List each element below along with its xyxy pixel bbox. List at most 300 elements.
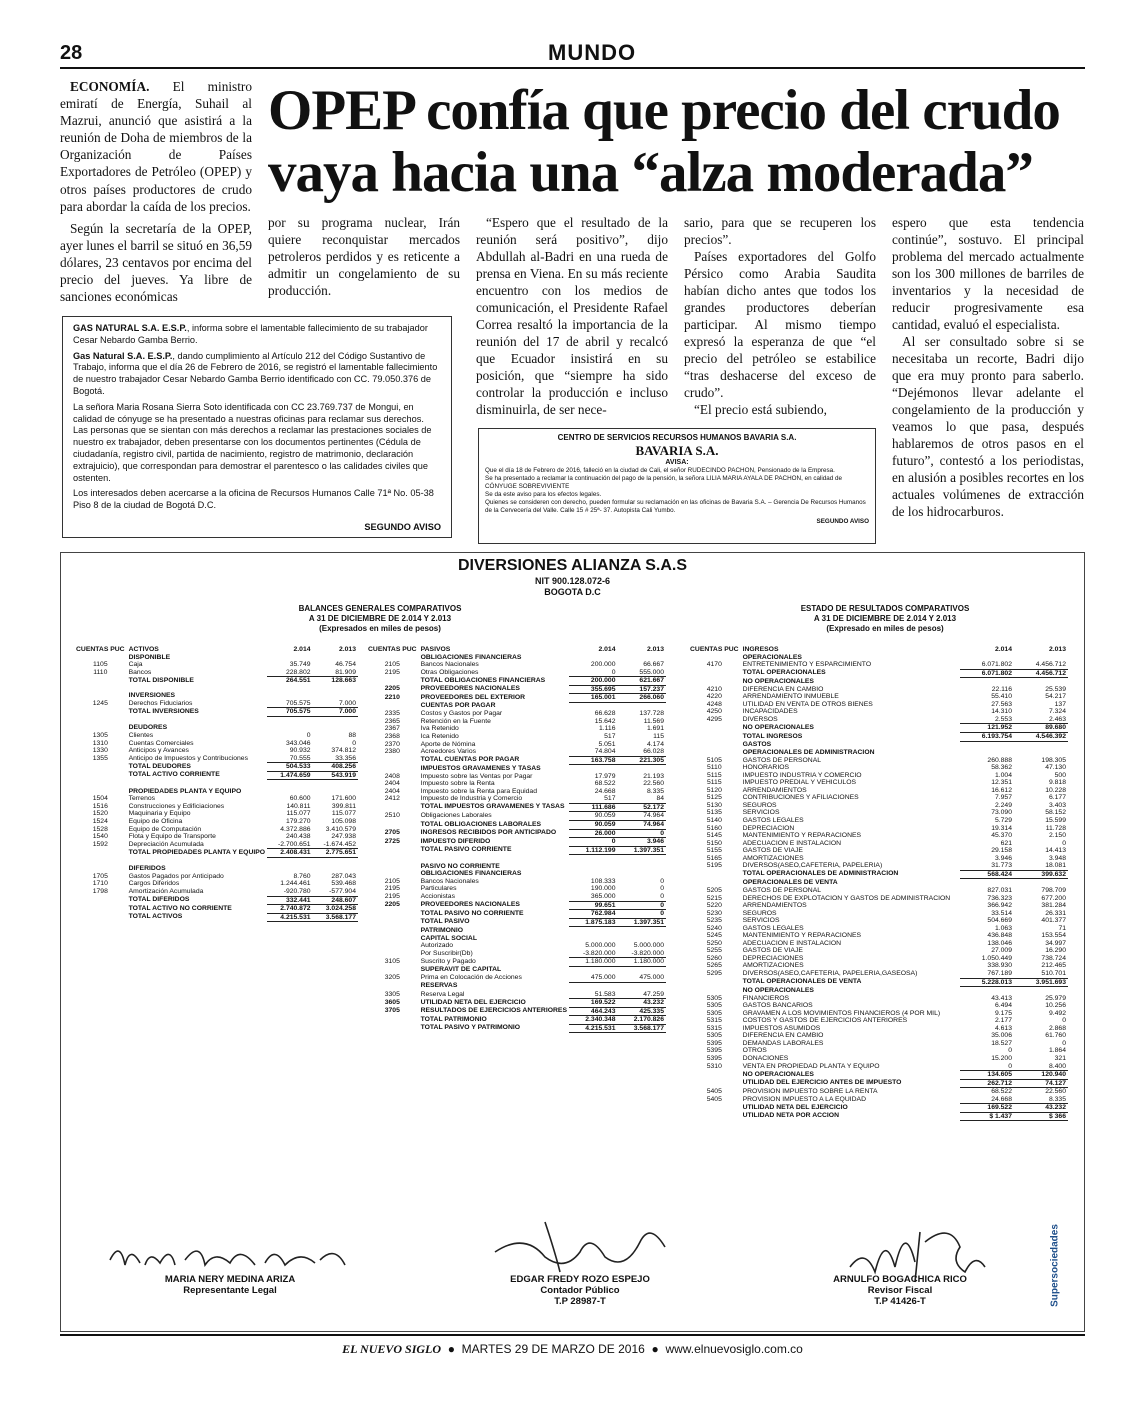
value-2013: 1.180.000 <box>618 958 667 967</box>
account-code: 2205 <box>384 901 400 908</box>
table-row <box>74 677 358 685</box>
article-column-1 <box>268 214 460 299</box>
table-row <box>366 999 666 1008</box>
account-name: OPERACIONALES DE VENTA <box>742 878 838 886</box>
value-2014: 138.046 <box>987 939 1012 947</box>
value-2014: 6.071.802 <box>960 669 1014 678</box>
value-2014 <box>267 780 312 788</box>
account-name: NO OPERACIONALES <box>742 677 814 685</box>
notice-header: CENTRO DE SERVICIOS RECURSOS HUMANOS BAVARIA S.A. <box>557 433 797 442</box>
account-name: TOTAL OPERACIONALES DE VENTA <box>742 978 862 986</box>
table-row <box>74 896 358 905</box>
account-name: Impuesto de Industria y Comercio <box>420 795 523 803</box>
account-code <box>74 905 127 914</box>
account-code: 5240 <box>706 924 722 932</box>
account-name: OTROS <box>742 1047 767 1055</box>
value-2014: 0 <box>569 838 618 847</box>
account-code: 1540 <box>92 833 108 841</box>
value-2014: 4.613 <box>994 1024 1012 1032</box>
account-name: OPERACIONALES <box>742 653 802 661</box>
table-row <box>688 855 1068 863</box>
value-2013: 738.724 <box>1041 954 1066 962</box>
table-row <box>688 1017 1068 1025</box>
value-2013: 137.728 <box>639 710 664 718</box>
table-row <box>688 1071 1068 1080</box>
account-code: 2408 <box>384 772 400 780</box>
table-row <box>366 677 666 686</box>
account-code: 1516 <box>92 802 108 810</box>
account-code: 2105 <box>384 877 400 885</box>
table-row <box>366 991 666 999</box>
value-2013 <box>1014 879 1068 887</box>
notice-sign: SEGUNDO AVISO <box>364 521 441 532</box>
value-2014: 366.942 <box>987 902 1012 910</box>
account-code: 5165 <box>706 854 722 862</box>
account-name: Otras Obligaciones <box>420 668 479 676</box>
table-row <box>366 863 666 871</box>
side-logo-text: Supersociedades <box>1049 1224 1061 1307</box>
value-2014 <box>267 724 312 732</box>
table-row <box>74 700 358 708</box>
value-2014: 0 <box>569 669 618 677</box>
table-row <box>688 1063 1068 1071</box>
account-name: TOTAL OBLIGACIONES FINANCIERAS <box>420 676 546 684</box>
value-2014: 705.575 <box>267 708 312 717</box>
account-name: NO OPERACIONALES <box>742 986 814 994</box>
ingresos-table <box>688 646 1068 1121</box>
table-row <box>688 809 1068 817</box>
value-2013: 4.456.712 <box>1014 661 1068 669</box>
account-code: 2367 <box>384 725 400 733</box>
value-2013: 6.177 <box>1048 794 1066 802</box>
account-code <box>74 780 127 788</box>
table-header-row <box>688 646 1068 654</box>
value-2014: 0 <box>1008 1047 1012 1055</box>
value-2014: 15.200 <box>991 1054 1012 1062</box>
value-2014: 2.740.872 <box>267 905 312 914</box>
notice-text: Se da este aviso para los efectos legales. <box>485 491 602 498</box>
account-name: GASTOS DE PERSONAL <box>742 756 822 764</box>
value-2013 <box>618 863 667 871</box>
value-2013: 120.940 <box>1014 1071 1068 1080</box>
value-2014: 2.249 <box>994 801 1012 809</box>
account-name: Bancos <box>128 668 152 676</box>
value-2014: 1.180.000 <box>569 958 618 967</box>
account-name: TOTAL CUENTAS POR PAGAR <box>420 756 520 764</box>
value-2014: 736.323 <box>987 894 1012 902</box>
value-2013: -1.674.452 <box>313 841 358 849</box>
account-name: Depreciación Acumulada <box>128 840 204 848</box>
value-2013: 248.607 <box>313 896 358 905</box>
account-code: 5105 <box>706 756 722 764</box>
table-row <box>74 865 358 873</box>
article-text: Países exportadores del Golfo Pérsico como Arabia Saudita habían dicho antes que todos los grandes productores deberían participar. Al mismo tiempo expresó la esperanza de que “el precio del petróleo se estabilice “tras deshacerse del exceso de crudo”. <box>684 249 876 400</box>
page-number: 28 <box>60 42 83 64</box>
value-2014: 464.243 <box>569 1007 618 1016</box>
account-code: 5305 <box>706 1002 722 1010</box>
account-code: 2195 <box>384 668 400 676</box>
notice-text: Los interesados deben acercarse a la oficina de Recursos Humanos Calle 71ª No. 05-38 Piso 8 de la ciudad de Bogotá D.C. <box>73 488 434 511</box>
table-row <box>688 870 1068 879</box>
table-row <box>366 870 666 878</box>
table-row <box>688 887 1068 895</box>
account-name: PROVEEDORES DEL EXTERIOR <box>420 693 526 701</box>
account-name: UTILIDAD DEL EJERCICIO ANTES DE IMPUESTO <box>742 1079 902 1087</box>
account-code <box>74 913 127 922</box>
intro-paragraph-1 <box>60 78 252 215</box>
value-2014 <box>267 865 312 873</box>
account-name: Impuesto sobre la Renta para Equidad <box>420 787 537 795</box>
value-2013: 3.410.579 <box>325 825 356 833</box>
table-row <box>688 749 1068 757</box>
table-row <box>74 654 358 662</box>
table-row <box>688 779 1068 787</box>
account-code <box>688 870 741 879</box>
table-row <box>688 764 1068 772</box>
account-code <box>74 677 127 685</box>
value-2014: 365.000 <box>569 893 618 901</box>
value-2014 <box>569 765 618 773</box>
value-2013: 7.000 <box>313 708 358 717</box>
account-code: 5135 <box>706 809 722 817</box>
value-2013: 4.174 <box>646 740 664 748</box>
account-code: 2510 <box>384 811 400 819</box>
value-2013: 46.754 <box>335 661 356 669</box>
account-name: GASTOS BANCARIOS <box>742 1002 813 1010</box>
value-2014: 504.669 <box>987 917 1012 925</box>
table-row <box>688 1096 1068 1104</box>
value-2014 <box>960 678 1014 686</box>
account-name: Iva Retenido <box>420 725 459 733</box>
value-2014: 111.686 <box>569 803 618 812</box>
value-2014 <box>267 692 312 700</box>
value-2013 <box>618 935 667 943</box>
table-row <box>366 918 666 927</box>
value-2013: 54.217 <box>1045 693 1066 701</box>
value-2014: 2.553 <box>960 716 1014 724</box>
account-code <box>366 677 419 686</box>
value-2013: 171.600 <box>331 795 356 803</box>
value-2013: 11.569 <box>643 717 664 725</box>
value-2014: 264.551 <box>285 677 311 685</box>
value-2013: 66.667 <box>643 661 664 669</box>
account-code: 5115 <box>706 779 722 787</box>
account-code: 2210 <box>384 693 400 701</box>
account-name: DIVERSOS <box>742 715 778 723</box>
table-row <box>688 940 1068 948</box>
account-name: TOTAL OPERACIONALES DE ADMINISTRACION <box>742 870 899 878</box>
value-2014 <box>569 863 618 871</box>
value-2014: 6.494 <box>994 1002 1012 1010</box>
value-2014 <box>267 685 312 693</box>
account-name: TOTAL ACTIVO CORRIENTE <box>128 771 220 779</box>
header-cell: 2.013 <box>338 646 356 653</box>
value-2013: 16.290 <box>1045 947 1066 955</box>
value-2013: 9.818 <box>1048 779 1066 787</box>
bullet-icon: ● <box>444 1342 459 1356</box>
account-code <box>366 803 419 812</box>
account-name: DEMANDAS LABORALES <box>742 1039 824 1047</box>
value-2013 <box>618 855 667 863</box>
value-2014: 169.522 <box>569 999 618 1008</box>
table-row <box>366 669 666 677</box>
table-row <box>366 694 666 703</box>
value-2014 <box>960 749 1014 757</box>
footer-url: www.elnuevosiglo.com.co <box>665 1342 803 1356</box>
account-name: TOTAL PASIVO Y PATRIMONIO <box>420 1024 521 1032</box>
table-row <box>688 825 1068 833</box>
value-2014: 12.351 <box>991 779 1012 787</box>
table-row <box>688 879 1068 887</box>
account-name: TOTAL PASIVO <box>420 918 470 926</box>
account-code: 5295 <box>706 969 722 977</box>
account-name: OBLIGACIONES FINANCIERAS <box>420 653 522 661</box>
value-2013 <box>313 685 358 693</box>
account-code <box>688 733 741 742</box>
value-2013: 43.232 <box>618 999 667 1008</box>
table-row <box>688 772 1068 780</box>
value-2013: 0 <box>618 829 667 838</box>
account-name: IMPUESTO INDUSTRIA Y COMERCIO <box>742 771 862 779</box>
value-2014: 1.050.449 <box>981 954 1012 962</box>
value-2013 <box>618 966 667 974</box>
account-name: TOTAL PROPIEDADES PLANTA Y EQUIPO <box>128 848 266 856</box>
value-2014: 262.712 <box>960 1079 1014 1088</box>
account-code: 5145 <box>706 832 722 840</box>
value-2013: 84 <box>618 795 667 803</box>
account-code: 1355 <box>92 754 108 762</box>
value-2013: 0 <box>618 901 667 910</box>
account-name: GASTOS DE VIAJE <box>742 947 803 955</box>
value-2013: 475.000 <box>618 974 667 982</box>
value-2013 <box>618 765 667 773</box>
value-2013: 0 <box>618 893 667 901</box>
account-code: 4210 <box>706 685 722 693</box>
table-row <box>688 847 1068 855</box>
value-2014: 190.000 <box>590 885 616 893</box>
account-name <box>127 716 267 724</box>
account-name: Por Suscribir(Db) <box>420 949 473 957</box>
account-code <box>688 1104 741 1113</box>
results-title: ESTADO DE RESULTADOS COMPARATIVOS <box>800 604 970 613</box>
table-row <box>688 802 1068 810</box>
account-code: 1330 <box>92 747 108 755</box>
account-code: 5255 <box>706 947 722 955</box>
value-2014: 90.059 <box>569 821 618 830</box>
value-2014: 68.522 <box>991 1088 1012 1096</box>
account-name: ENTRETENIMIENTO Y ESPARCIMIENTO <box>742 661 872 669</box>
account-name: Acreedores Varios <box>420 748 477 756</box>
table-row <box>366 942 666 950</box>
value-2014: 2.177 <box>994 1017 1012 1025</box>
account-name: SERVICIOS <box>742 917 780 925</box>
account-code: 5315 <box>706 1024 722 1032</box>
table-row <box>688 925 1068 933</box>
account-code: 2404 <box>384 787 400 795</box>
value-2014: 1.004 <box>994 771 1012 779</box>
value-2013: 555.000 <box>618 669 667 677</box>
signer-role: Representante Legal <box>183 1285 277 1296</box>
value-2014: 1.112.199 <box>569 846 618 855</box>
value-2014: 517 <box>604 733 616 741</box>
article-text: sario, para que se recuperen los precios”. <box>684 215 876 247</box>
account-name: GRAVAMEN A LOS MOVIMIENTOS FINANCIEROS (4 POR MIL) <box>742 1009 941 1017</box>
value-2013: 0 <box>1062 839 1066 847</box>
table-row <box>366 838 666 847</box>
table-row <box>366 710 666 718</box>
article-column-2 <box>476 214 668 418</box>
table-row <box>688 1040 1068 1048</box>
value-2013: 3.948 <box>1048 854 1066 862</box>
value-2014: 66.628 <box>594 710 616 718</box>
table-row <box>366 812 666 821</box>
account-code: 5150 <box>706 839 722 847</box>
account-code: 5260 <box>706 954 722 962</box>
account-name: FINANCIEROS <box>742 994 790 1002</box>
account-code: 2195 <box>384 892 400 900</box>
value-2014 <box>267 857 312 865</box>
account-code: 5205 <box>706 886 722 894</box>
value-2013: 2.868 <box>1048 1024 1066 1032</box>
value-2014: 475.000 <box>569 974 618 982</box>
value-2013: 2.150 <box>1048 832 1066 840</box>
value-2014: 45.370 <box>991 832 1012 840</box>
account-code: 2725 <box>384 837 400 845</box>
value-2013: 11.728 <box>1045 824 1066 832</box>
account-name: UTILIDAD NETA POR ACCION <box>742 1112 840 1120</box>
account-name <box>127 857 267 865</box>
table-row <box>688 693 1068 701</box>
table-row <box>366 725 666 733</box>
account-name: IMPUESTOS ASUMIDOS <box>742 1024 821 1032</box>
table-row <box>688 1047 1068 1055</box>
account-name <box>127 685 267 693</box>
table-row <box>74 880 358 888</box>
value-2014 <box>267 788 312 796</box>
account-name: IMPUESTOS GRAVAMENES Y TASAS <box>420 764 541 772</box>
value-2013: 287.043 <box>331 872 356 880</box>
value-2013: 66.028 <box>618 748 667 756</box>
headline <box>268 80 1088 204</box>
table-row <box>688 840 1068 848</box>
value-2013: 0 <box>618 910 667 919</box>
value-2014: 8.760 <box>293 872 311 880</box>
table-row <box>688 962 1068 970</box>
value-2013: 43.232 <box>1014 1104 1068 1113</box>
value-2014: 5.228.013 <box>960 978 1014 987</box>
value-2013: 677.200 <box>1041 894 1066 902</box>
account-name <box>419 855 569 863</box>
table-row <box>74 724 358 732</box>
account-name: CAPITAL SOCIAL <box>420 934 477 942</box>
account-code: 3705 <box>384 1007 400 1015</box>
table-row <box>688 654 1068 662</box>
account-code <box>688 749 741 757</box>
account-code <box>366 935 419 943</box>
account-code: 2105 <box>384 661 400 669</box>
value-2013: 408.256 <box>313 763 358 772</box>
table-row <box>688 794 1068 802</box>
account-code: 5155 <box>706 847 722 855</box>
value-2014: 165.001 <box>569 694 618 703</box>
account-name: Ica Retenido <box>420 733 459 741</box>
account-name: PASIVO NO CORRIENTE <box>420 862 500 870</box>
value-2014: 43.413 <box>991 994 1012 1002</box>
value-2013: 3.946 <box>618 838 667 847</box>
value-2014: 55.410 <box>991 693 1012 701</box>
value-2014: 73.090 <box>991 809 1012 817</box>
value-2013: 47.130 <box>1045 764 1066 772</box>
account-name: Autorizado <box>420 942 454 950</box>
value-2014: 35.006 <box>991 1032 1012 1040</box>
value-2013: 1.397.351 <box>618 846 667 855</box>
intro-text-1: El ministro emiratí de Energía, Suhail al Mazrui, anunció que asistirá a la reunión de Doha de miembros de la Organización de Países Exportadores de Petróleo (OPEP) y otros países productores de crudo para abordar la caída de los precios. <box>60 79 252 214</box>
value-2013: $ 366 <box>1014 1112 1068 1121</box>
table-row <box>74 826 358 834</box>
value-2013: 212.465 <box>1041 962 1066 970</box>
supersociedades-logo <box>1042 1210 1066 1328</box>
table-header-row <box>74 646 358 654</box>
value-2014: 2.408.431 <box>267 849 312 858</box>
account-code <box>74 865 127 873</box>
account-name: DISPONIBLE <box>128 653 171 661</box>
account-name: Equipo de Computación <box>128 825 202 833</box>
account-code: 5220 <box>706 902 722 910</box>
value-2014: 332.441 <box>267 896 312 905</box>
table-row <box>366 893 666 901</box>
notice-sign: SEGUNDO AVISO <box>816 518 869 525</box>
account-code: 5230 <box>706 909 722 917</box>
account-code <box>366 654 419 662</box>
table-row <box>366 821 666 830</box>
account-code: 2370 <box>384 740 400 748</box>
account-code <box>366 863 419 871</box>
value-2014: 27.009 <box>991 947 1012 955</box>
value-2013: 71 <box>1058 924 1066 932</box>
table-row <box>688 1079 1068 1088</box>
table-row <box>366 702 666 710</box>
account-name: Bancos Nacionales <box>420 661 479 669</box>
account-code: 5305 <box>706 1032 722 1040</box>
value-2013: 374.812 <box>331 747 356 755</box>
account-code <box>366 910 419 919</box>
account-name: Anticipos y Avances <box>128 747 189 755</box>
signature-block-3 <box>800 1274 1000 1307</box>
account-code: 1592 <box>92 840 108 848</box>
article-text: “Espero que el resultado de la reunión será positivo”, dijo Abdullah al-Badri en una rueda de prensa en Viena. En su más reciente encuentro con los medios de comunicación, el Presidente Rafael Correa resaltó la importancia de la reunión del 17 de abril y recalcó que Ecuador insistirá en su posición, que “siempre ha sido controlar la producción e incluso disminuirla, de ser nece- <box>476 215 668 417</box>
table-row <box>74 833 358 841</box>
intro-column <box>60 78 252 305</box>
account-name: DEUDORES <box>128 724 168 732</box>
table-row <box>366 773 666 781</box>
account-name: Cuentas Comerciales <box>128 739 194 747</box>
account-code <box>366 765 419 773</box>
account-name: GASTOS <box>742 741 772 749</box>
value-2014: 121.952 <box>960 724 1014 733</box>
table-row <box>74 795 358 803</box>
value-2014: 4.215.531 <box>267 913 312 922</box>
value-2013: 539.468 <box>331 880 356 888</box>
value-2013: 0 <box>660 885 664 893</box>
account-name: GASTOS LEGALES <box>742 817 804 825</box>
account-code <box>366 756 419 765</box>
value-2014: 1.063 <box>994 924 1012 932</box>
account-code <box>366 966 419 974</box>
account-name: DIFERENCIA EN CAMBIO <box>742 1032 824 1040</box>
value-2013: 401.377 <box>1041 917 1066 925</box>
account-name: Aporte de Nómina <box>420 740 476 748</box>
table-row <box>366 803 666 812</box>
